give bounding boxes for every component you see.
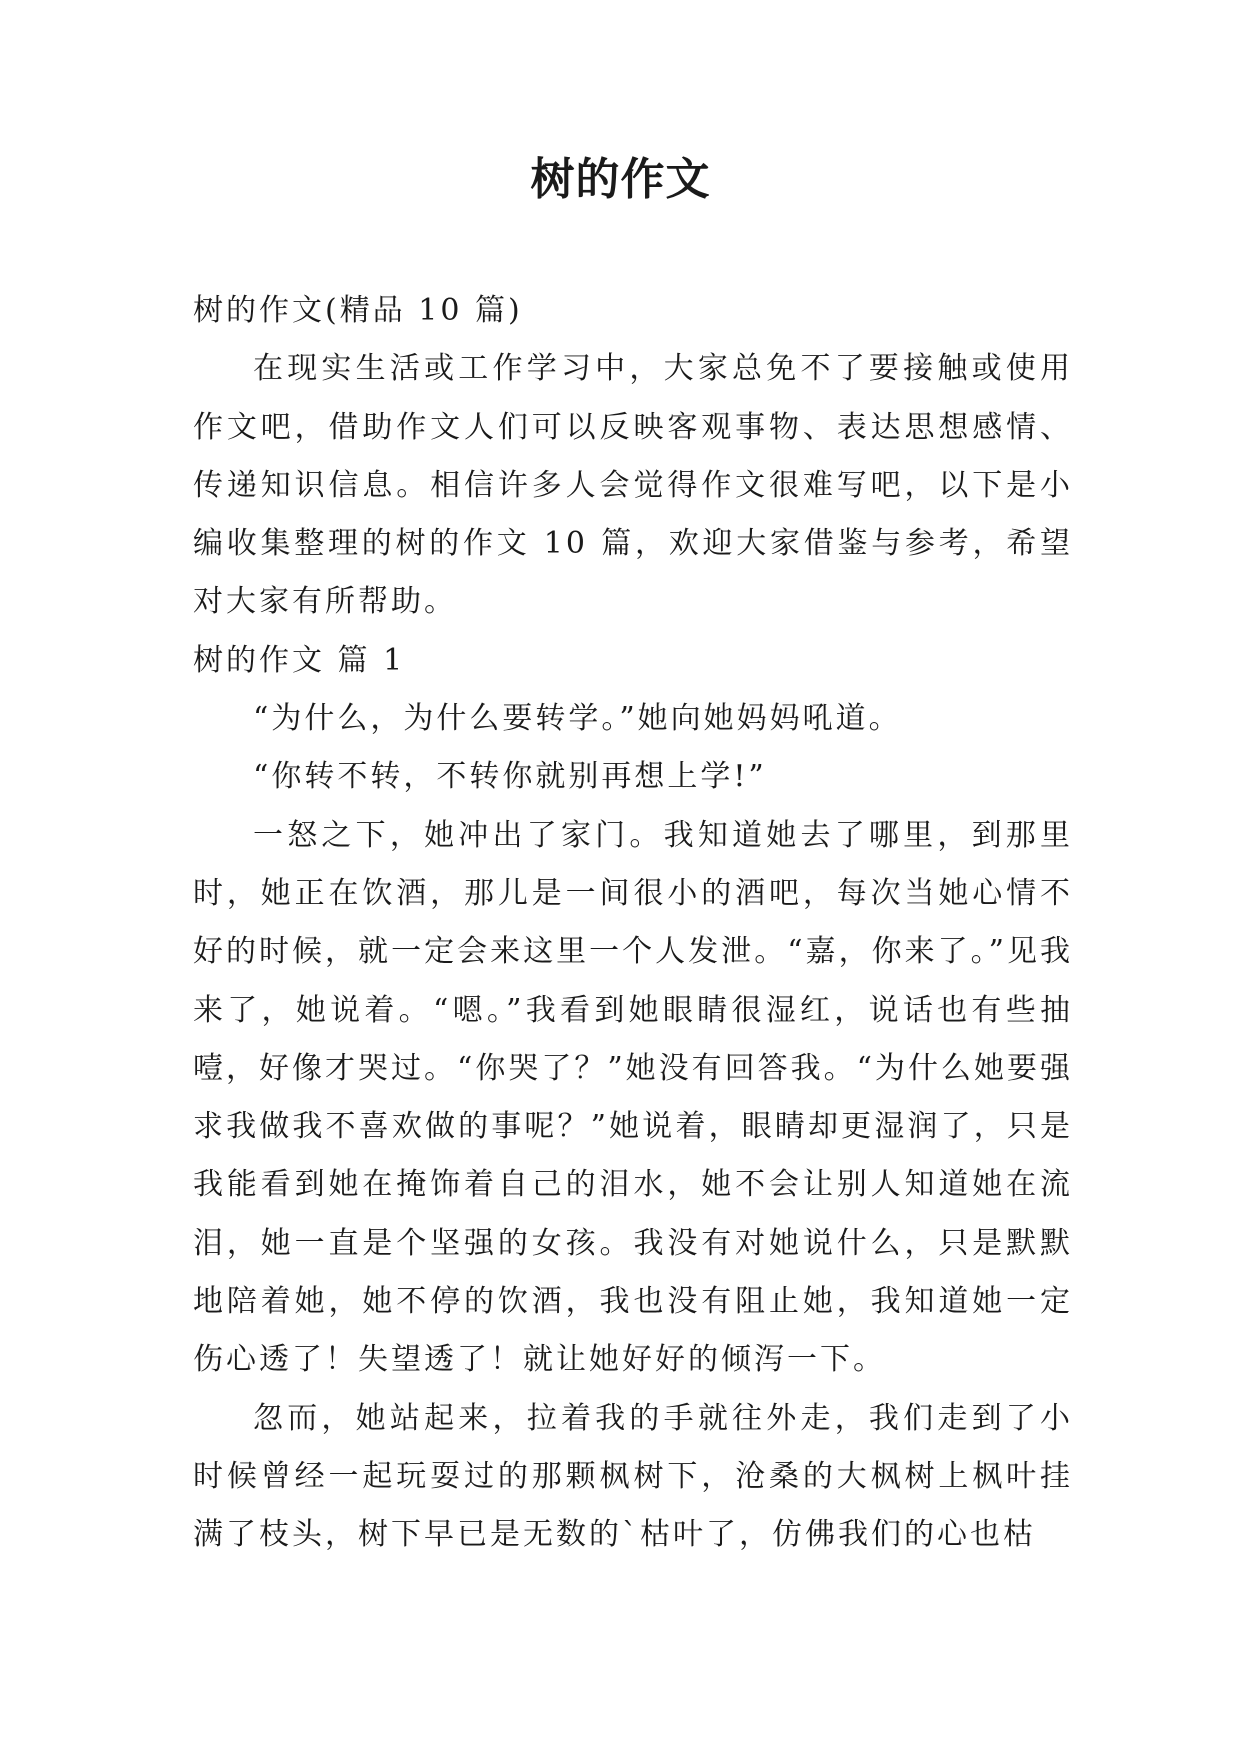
body-paragraph: 一怒之下，她冲出了家门。我知道她去了哪里，到那里时，她正在饮酒，那儿是一间很小的酒吧，每次当她心情不好的时候，就一定会来这里一个人发泄。“嘉，你来了。”见我来了，她说着。“嗯。”我看到她眼睛很湿红，说话也有些抽噎，好像才哭过。“你哭了？”她没有回答我。“为什么她要强求我做我不喜欢做的事呢？”她说着，眼睛却更湿润了，只是我能看到她在掩饰着自己的泪水，她不会让别人知道她在流泪，她一直是个坚强的女孩。我没有对她说什么，只是默默地陪着她，她不停的饮酒，我也没有阻止她，我知道她一定伤心透了！失望透了！就让她好好的倾泻一下。: [193, 817, 1074, 1378]
document-body: [193, 282, 1073, 1565]
body-paragraph: “为什么，为什么要转学。”她向她妈妈吼道。: [253, 701, 902, 737]
intro-paragraph: 在现实生活或工作学习中，大家总免不了要接触或使用作文吧，借助作文人们可以反映客观事物、表达思想感情、传递知识信息。相信许多人会觉得作文很难写吧，以下是小编收集整理的树的作文 10 篇，欢迎大家借鉴与参考，希望对大家有所帮助。: [193, 351, 1073, 620]
document-title: 树的作文: [530, 154, 711, 205]
body-paragraph: 忽而，她站起来，拉着我的手就往外走，我们走到了小时候曾经一起玩耍过的那颗枫树下，沧桑的大枫树上枫叶挂满了枝头，树下早已是无数的`枯叶了，仿佛我们的心也枯: [193, 1400, 1073, 1553]
body-paragraph: “你转不转，不转你就别再想上学!”: [253, 759, 767, 795]
document-subtitle: 树的作文(精品 10 篇): [193, 293, 523, 328]
section-heading: 树的作文 篇 1: [193, 642, 406, 678]
